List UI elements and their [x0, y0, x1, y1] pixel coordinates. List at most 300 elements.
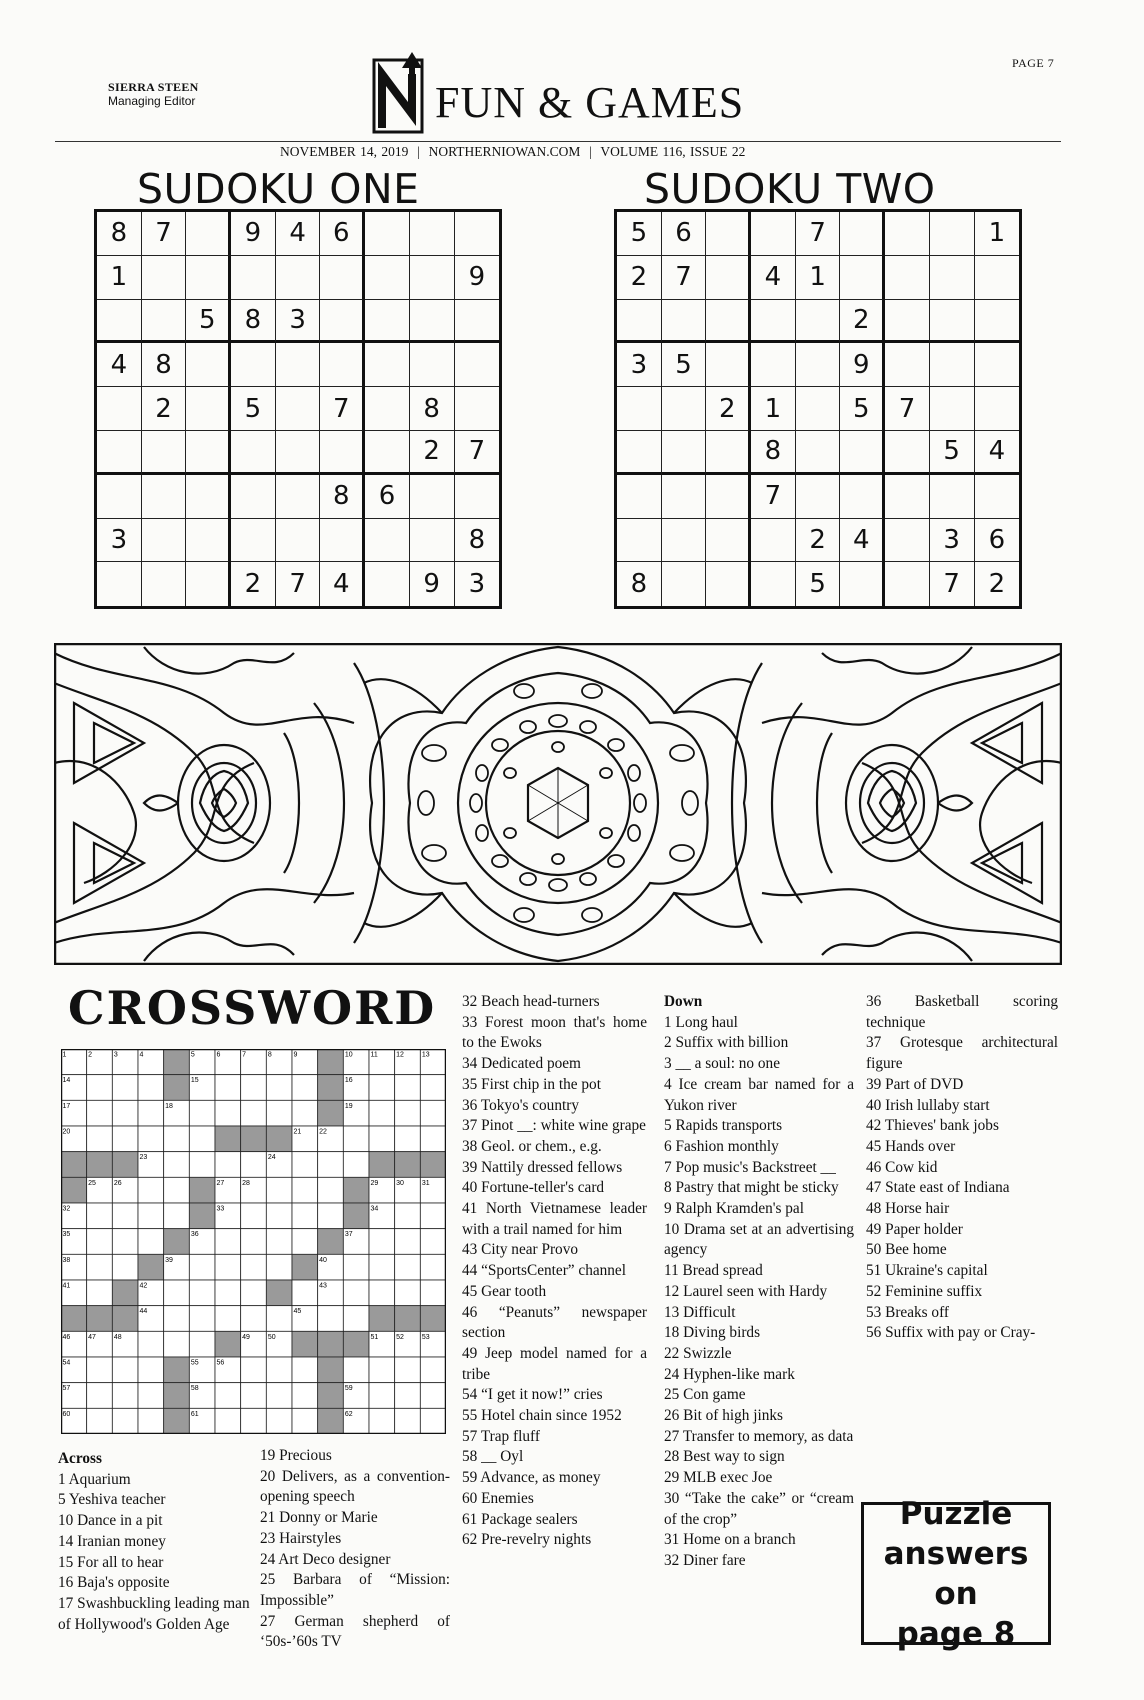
sudoku-cell	[751, 519, 796, 563]
sudoku-cell	[662, 387, 707, 431]
crossword-cell	[189, 1280, 215, 1306]
crossword-number: 4	[139, 1051, 144, 1059]
crossword-cell	[266, 1229, 292, 1255]
across-heading: Across	[58, 1450, 102, 1467]
crossword-cell	[292, 1075, 318, 1101]
crossword-cell	[112, 1075, 138, 1101]
crossword-cell	[241, 1254, 267, 1280]
crossword-cell	[395, 1408, 421, 1434]
crossword-number: 27	[216, 1179, 225, 1187]
clue: 23 Hairstyles	[260, 1529, 342, 1547]
crossword-number: 49	[242, 1333, 250, 1341]
crossword-number: 42	[139, 1282, 148, 1290]
crossword-cell	[318, 1152, 344, 1178]
crossword-block	[164, 1075, 190, 1101]
crossword-cell	[292, 1357, 318, 1383]
crossword-number: 30	[396, 1179, 404, 1187]
sudoku-cell	[617, 300, 662, 344]
clue: 2 Suffix with billion	[664, 1034, 789, 1052]
clue: 16 Baja's opposite	[58, 1574, 170, 1592]
crossword-cell	[138, 1229, 164, 1255]
sudoku-cell: 5	[231, 387, 276, 431]
crossword-block	[343, 1177, 369, 1203]
sudoku-cell: 5	[930, 431, 975, 475]
clue: 58 __ Oyl	[462, 1448, 524, 1466]
crossword-block	[395, 1306, 421, 1332]
sudoku-cell: 9	[410, 562, 455, 606]
crossword-cell	[292, 1152, 318, 1178]
crossword-cell	[138, 1357, 164, 1383]
sudoku-cell: 8	[410, 387, 455, 431]
crossword-number: 58	[190, 1385, 199, 1393]
clue: 39 Nattily dressed fellows	[462, 1158, 623, 1176]
crossword-cell	[266, 1357, 292, 1383]
sudoku-cell	[142, 562, 187, 606]
crossword-number: 61	[190, 1410, 199, 1418]
clue: 61 Package sealers	[462, 1510, 578, 1528]
crossword-number: 19	[344, 1102, 353, 1110]
sudoku-cell: 7	[455, 431, 500, 475]
clue: 14 Iranian money	[58, 1532, 166, 1550]
clue: 27 Transfer to memory, as data	[664, 1427, 854, 1445]
crossword-block	[343, 1331, 369, 1357]
sudoku-cell	[276, 387, 321, 431]
sudoku-cell	[186, 256, 231, 300]
sudoku-cell	[751, 300, 796, 344]
crossword-cell	[292, 1177, 318, 1203]
crossword-cell	[369, 1357, 395, 1383]
clue: 51 Ukraine's capital	[866, 1262, 988, 1280]
crossword-cell	[87, 1100, 113, 1126]
crossword-cell	[369, 1383, 395, 1409]
crossword-cell	[189, 1306, 215, 1332]
clue: 27 German shepherd of ‘50s-’60s TV	[260, 1612, 450, 1651]
clue: 30 “Take the cake” or “cream of the crop”	[664, 1489, 854, 1528]
crossword-block	[164, 1383, 190, 1409]
crossword-cell	[87, 1229, 113, 1255]
clue: 11 Bread spread	[664, 1262, 763, 1280]
newspaper-logo-icon	[368, 52, 428, 136]
crossword-block	[292, 1254, 318, 1280]
clue: 22 Swizzle	[664, 1344, 732, 1362]
crossword-cell	[164, 1331, 190, 1357]
crossword-cell	[215, 1254, 241, 1280]
clue: 24 Hyphen-like mark	[664, 1365, 795, 1383]
crossword-cell	[420, 1126, 446, 1152]
sudoku-cell	[97, 387, 142, 431]
crossword-cell	[292, 1100, 318, 1126]
sudoku-cell	[885, 256, 930, 300]
crossword-cell	[292, 1280, 318, 1306]
sudoku-cell: 2	[796, 519, 841, 563]
crossword-cell	[241, 1408, 267, 1434]
page-number: PAGE 7	[1012, 56, 1055, 70]
sudoku-cell: 2	[410, 431, 455, 475]
crossword-cell	[189, 1152, 215, 1178]
crossword-cell	[395, 1254, 421, 1280]
crossword-cell	[87, 1075, 113, 1101]
clue: 29 MLB exec Joe	[664, 1469, 773, 1487]
sudoku-cell: 9	[231, 212, 276, 256]
down-clues-column-2	[866, 992, 1058, 1344]
crossword-number: 36	[190, 1231, 199, 1239]
sudoku-cell	[365, 212, 410, 256]
crossword-cell	[215, 1229, 241, 1255]
sudoku-cell	[365, 519, 410, 563]
crossword-cell	[189, 1331, 215, 1357]
crossword-cell	[164, 1177, 190, 1203]
crossword-block	[292, 1331, 318, 1357]
crossword-cell	[395, 1203, 421, 1229]
clue: 15 For all to hear	[58, 1553, 164, 1571]
clue: 10 Dance in a pit	[58, 1512, 163, 1530]
crossword-cell	[87, 1357, 113, 1383]
clue: 49 Paper holder	[866, 1220, 963, 1238]
sudoku-cell	[885, 475, 930, 519]
crossword-cell	[343, 1280, 369, 1306]
crossword-cell	[87, 1383, 113, 1409]
clue: 40 Irish lullaby start	[866, 1096, 990, 1114]
sudoku-cell	[97, 431, 142, 475]
sudoku-cell	[706, 343, 751, 387]
crossword-cell	[318, 1306, 344, 1332]
clue: 55 Hotel chain since 1952	[462, 1407, 622, 1425]
clue: 32 Diner fare	[664, 1551, 746, 1569]
crossword-number: 33	[216, 1205, 225, 1213]
crossword-cell	[343, 1126, 369, 1152]
crossword-cell	[266, 1100, 292, 1126]
crossword-number: 48	[113, 1333, 122, 1341]
clue: 10 Drama set at an advertising agency	[664, 1220, 854, 1259]
sudoku-cell	[796, 343, 841, 387]
crossword-cell	[420, 1203, 446, 1229]
crossword-number: 47	[88, 1333, 96, 1341]
crossword-cell	[241, 1280, 267, 1306]
sudoku-cell	[455, 475, 500, 519]
crossword-cell	[164, 1203, 190, 1229]
sudoku-cell	[617, 387, 662, 431]
crossword-cell	[420, 1100, 446, 1126]
sudoku-cell: 4	[975, 431, 1020, 475]
sudoku-cell	[186, 431, 231, 475]
crossword-number: 54	[62, 1359, 71, 1367]
clue: 4 Ice cream bar named for a Yukon river	[664, 1075, 854, 1114]
crossword-cell	[87, 1280, 113, 1306]
sudoku-cell	[365, 431, 410, 475]
crossword-cell	[189, 1100, 215, 1126]
sudoku-cell: 7	[662, 256, 707, 300]
sudoku-cell: 2	[142, 387, 187, 431]
crossword-cell	[215, 1152, 241, 1178]
sudoku-cell	[276, 475, 321, 519]
sudoku-cell: 2	[617, 256, 662, 300]
crossword-cell	[241, 1383, 267, 1409]
crossword-cell	[369, 1126, 395, 1152]
crossword-number: 1	[62, 1051, 67, 1059]
crossword-block	[241, 1126, 267, 1152]
crossword-number: 41	[62, 1282, 71, 1290]
crossword-number: 23	[139, 1154, 148, 1162]
clue: 37 Grotesque architectural figure	[866, 1034, 1058, 1073]
crossword-cell	[112, 1383, 138, 1409]
sudoku-cell: 2	[706, 387, 751, 431]
crossword-cell	[164, 1306, 190, 1332]
crossword-cell	[318, 1177, 344, 1203]
crossword-number: 15	[190, 1077, 199, 1085]
sudoku-cell	[975, 387, 1020, 431]
sudoku-cell	[975, 256, 1020, 300]
sudoku-cell: 7	[751, 475, 796, 519]
clue: 40 Fortune-teller's card	[462, 1179, 605, 1197]
sudoku-cell	[706, 256, 751, 300]
crossword-block	[318, 1383, 344, 1409]
crossword-block	[318, 1408, 344, 1434]
clue: 25 Barbara of “Mission: Impossible”	[260, 1571, 450, 1609]
crossword-number: 37	[344, 1231, 353, 1239]
coloring-mandala-image	[54, 643, 1062, 965]
clue: 24 Art Deco designer	[260, 1550, 391, 1568]
sudoku-cell	[231, 475, 276, 519]
sudoku-cell: 7	[142, 212, 187, 256]
crossword-cell	[87, 1126, 113, 1152]
clue: 28 Best way to sign	[664, 1448, 785, 1466]
clue: 26 Bit of high jinks	[664, 1407, 783, 1425]
crossword-cell	[292, 1203, 318, 1229]
sudoku-cell	[276, 343, 321, 387]
down-heading: Down	[664, 993, 703, 1010]
crossword-block	[215, 1126, 241, 1152]
crossword-cell	[343, 1306, 369, 1332]
crossword-block	[164, 1229, 190, 1255]
down-clues-column-1	[664, 992, 854, 1572]
sudoku-cell: 3	[617, 343, 662, 387]
sudoku-cell	[97, 475, 142, 519]
sudoku-cell	[320, 431, 365, 475]
sudoku-cell	[276, 256, 321, 300]
clue: 1 Aquarium	[58, 1470, 131, 1488]
sudoku-cell	[885, 562, 930, 606]
sudoku-cell	[142, 256, 187, 300]
sudoku-cell: 8	[231, 300, 276, 344]
crossword-number: 26	[113, 1179, 122, 1187]
crossword-number: 40	[319, 1256, 327, 1264]
crossword-block	[266, 1280, 292, 1306]
sudoku-cell	[231, 256, 276, 300]
crossword-cell	[266, 1254, 292, 1280]
crossword-number: 16	[344, 1077, 353, 1085]
crossword-cell	[420, 1383, 446, 1409]
sudoku-cell: 4	[840, 519, 885, 563]
sudoku-cell	[142, 475, 187, 519]
crossword-number: 44	[139, 1308, 148, 1316]
crossword-block	[87, 1152, 113, 1178]
sudoku-cell: 1	[796, 256, 841, 300]
sudoku-cell: 4	[320, 562, 365, 606]
sudoku-cell	[840, 431, 885, 475]
crossword-cell	[241, 1075, 267, 1101]
crossword-block	[318, 1331, 344, 1357]
clue: 38 Geol. or chem., e.g.	[462, 1137, 602, 1155]
crossword-block	[164, 1408, 190, 1434]
sudoku-cell: 8	[751, 431, 796, 475]
clue: 32 Beach head-turners	[462, 993, 600, 1010]
clue: 60 Enemies	[462, 1489, 534, 1507]
sudoku-cell	[410, 343, 455, 387]
crossword-cell	[420, 1357, 446, 1383]
crossword-number: 32	[62, 1205, 71, 1213]
sudoku-cell	[320, 343, 365, 387]
clue: 34 Dedicated poem	[462, 1055, 581, 1073]
clue: 62 Pre-revelry nights	[462, 1531, 592, 1549]
crossword-cell	[395, 1229, 421, 1255]
sudoku-cell: 5	[796, 562, 841, 606]
crossword-number: 46	[62, 1333, 71, 1341]
sudoku-cell	[410, 212, 455, 256]
sudoku-cell	[796, 387, 841, 431]
clue: 7 Pop music's Backstreet __	[664, 1158, 836, 1176]
crossword-number: 62	[344, 1410, 353, 1418]
sudoku-cell	[142, 300, 187, 344]
clue: 46 Cow kid	[866, 1158, 938, 1176]
sudoku-cell	[410, 300, 455, 344]
sudoku-cell	[885, 343, 930, 387]
crossword-cell	[420, 1254, 446, 1280]
sudoku-cell	[365, 562, 410, 606]
crossword-number: 59	[344, 1385, 353, 1393]
sudoku-cell: 3	[276, 300, 321, 344]
clue: 41 North Vietnamese leader with a trail named for him	[462, 1200, 647, 1238]
crossword-number: 7	[242, 1051, 247, 1059]
crossword-block	[112, 1152, 138, 1178]
editor-role: Managing Editor	[108, 94, 196, 108]
crossword-cell	[395, 1100, 421, 1126]
clue: 8 Pastry that might be sticky	[664, 1179, 839, 1197]
crossword-number: 34	[370, 1205, 379, 1213]
crossword-block	[420, 1306, 446, 1332]
editor-credit	[108, 80, 199, 108]
crossword-cell	[138, 1075, 164, 1101]
sudoku-cell	[840, 256, 885, 300]
crossword-cell	[138, 1408, 164, 1434]
sudoku-cell: 4	[97, 343, 142, 387]
sudoku-cell	[751, 343, 796, 387]
sudoku-cell: 8	[617, 562, 662, 606]
sudoku-cell	[276, 519, 321, 563]
clue: 5 Rapids transports	[664, 1117, 783, 1135]
crossword-cell	[395, 1280, 421, 1306]
sudoku-cell	[455, 300, 500, 344]
clue: 47 State east of Indiana	[866, 1179, 1010, 1197]
crossword-block	[112, 1306, 138, 1332]
crossword-number: 13	[421, 1051, 430, 1059]
crossword-number: 51	[370, 1333, 379, 1341]
crossword-grid	[61, 1049, 446, 1434]
clue: 6 Fashion monthly	[664, 1137, 779, 1155]
crossword-cell	[395, 1383, 421, 1409]
crossword-number: 17	[62, 1102, 71, 1110]
crossword-number: 50	[267, 1333, 276, 1341]
sudoku-cell: 7	[930, 562, 975, 606]
crossword-cell	[215, 1075, 241, 1101]
crossword-cell	[241, 1357, 267, 1383]
crossword-cell	[87, 1203, 113, 1229]
crossword-number: 21	[293, 1128, 302, 1136]
clue: 19 Precious	[260, 1447, 332, 1464]
crossword-number: 29	[370, 1179, 379, 1187]
sudoku-cell	[930, 475, 975, 519]
sudoku-cell	[365, 343, 410, 387]
crossword-cell	[369, 1280, 395, 1306]
clue: 35 First chip in the pot	[462, 1075, 601, 1093]
sudoku-two-title: SUDOKU TWO	[644, 165, 936, 213]
sudoku-cell	[186, 475, 231, 519]
sudoku-cell: 4	[276, 212, 321, 256]
answers-line-1: Puzzle	[899, 1495, 1013, 1532]
crossword-block	[266, 1126, 292, 1152]
sudoku-cell: 6	[365, 475, 410, 519]
sudoku-cell: 8	[97, 212, 142, 256]
crossword-number: 28	[242, 1179, 250, 1187]
clue: 37 Pinot __: white wine grape	[462, 1117, 646, 1135]
sudoku-cell: 3	[930, 519, 975, 563]
sudoku-cell	[186, 562, 231, 606]
sudoku-cell: 6	[975, 519, 1020, 563]
clue: 57 Trap fluff	[462, 1427, 540, 1445]
crossword-block	[164, 1049, 190, 1075]
crossword-cell	[112, 1126, 138, 1152]
sudoku-cell: 5	[617, 212, 662, 256]
answers-line-3: page 8	[896, 1615, 1016, 1652]
crossword-cell	[241, 1306, 267, 1332]
clue: 25 Con game	[664, 1386, 746, 1404]
section-title: FUN & GAMES	[435, 78, 745, 127]
sudoku-cell	[320, 256, 365, 300]
crossword-cell	[215, 1100, 241, 1126]
crossword-cell	[292, 1408, 318, 1434]
clue: 21 Donny or Marie	[260, 1509, 378, 1527]
crossword-number: 6	[216, 1051, 221, 1059]
sudoku-cell	[706, 212, 751, 256]
sudoku-cell	[662, 562, 707, 606]
crossword-number: 43	[319, 1282, 327, 1290]
sudoku-cell	[975, 343, 1020, 387]
crossword-cell	[112, 1229, 138, 1255]
sudoku-cell: 5	[840, 387, 885, 431]
clue: 43 City near Provo	[462, 1241, 578, 1259]
crossword-number: 11	[370, 1051, 378, 1059]
crossword-cell	[266, 1075, 292, 1101]
clue: 3 __ a soul: no one	[664, 1055, 780, 1073]
crossword-cell	[420, 1075, 446, 1101]
sudoku-two-grid	[614, 209, 1022, 609]
answers-line-2: answers on	[883, 1535, 1029, 1612]
crossword-cell	[420, 1280, 446, 1306]
clue: 39 Part of DVD	[866, 1075, 964, 1093]
crossword-number: 22	[319, 1128, 327, 1136]
clue: 45 Hands over	[866, 1137, 956, 1155]
clue: 9 Ralph Kramden's pal	[664, 1200, 804, 1218]
sudoku-cell: 1	[975, 212, 1020, 256]
crossword-cell	[164, 1126, 190, 1152]
sudoku-cell	[142, 431, 187, 475]
across-clues-column-2	[260, 1446, 450, 1653]
crossword-number: 8	[267, 1051, 272, 1059]
sudoku-cell	[231, 519, 276, 563]
crossword-cell	[241, 1203, 267, 1229]
sudoku-cell	[662, 431, 707, 475]
crossword-cell	[266, 1383, 292, 1409]
sudoku-cell	[410, 256, 455, 300]
